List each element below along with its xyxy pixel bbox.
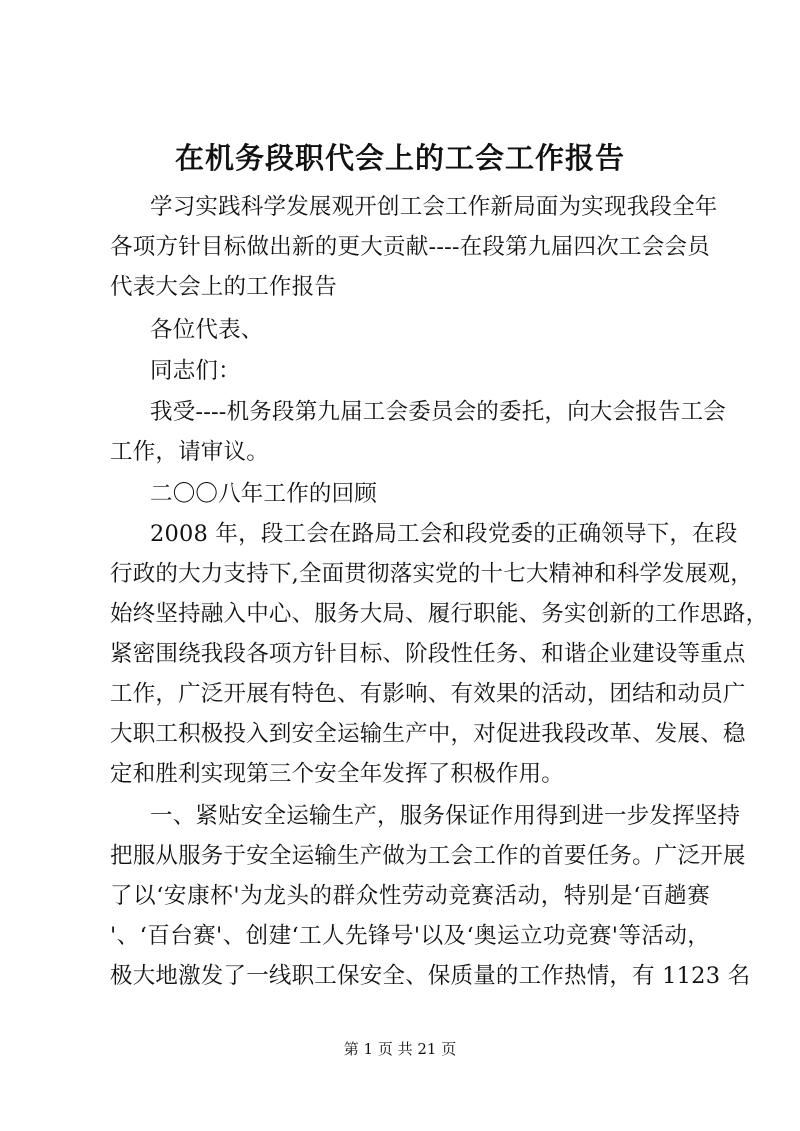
paragraph-line: 2008 年，段工会在路局工会和段党委的正确领导下，在段 (150, 521, 738, 547)
paragraph-line: 行政的大力支持下,全面贯彻落实党的十七大精神和科学发展观， (110, 561, 753, 587)
paragraph-line: 工作，请审议。 (110, 439, 269, 465)
paragraph-line: 大职工积极投入到安全运输生产中，对促进我段改革、发展、稳 (110, 721, 746, 747)
paragraph-line: 工作，广泛开展有特色、有影响、有效果的活动，团结和动员广 (110, 681, 746, 707)
paragraph-line: 我受----机务段第九届工会委员会的委托，向大会报告工会 (150, 399, 727, 425)
paragraph-line: 极大地激发了一线职工保安全、保质量的工作热情，有 1123 名 (110, 963, 751, 989)
document-title: 在机务段职代会上的工会工作报告 (174, 141, 625, 175)
heading-line-2: 各项方针目标做出新的更大贡献----在段第九届四次工会会员 (110, 234, 710, 260)
paragraph-line: 了以‘安康杯'为龙头的群众性劳动竞赛活动，特别是‘百趟赛 (110, 883, 710, 909)
heading-line-1: 学习实践科学发展观开创工会工作新局面为实现我段全年 (150, 194, 718, 220)
paragraph-line: 定和胜利实现第三个安全年发挥了积极作用。 (110, 761, 565, 787)
salutation-line-2: 同志们： (150, 358, 241, 384)
heading-line-3: 代表大会上的工作报告 (110, 274, 338, 300)
paragraph-line: 一、紧贴安全运输生产，服务保证作用得到进一步发挥坚持 (150, 803, 741, 829)
page-number-footer: 第 1 页 共 21 页 (343, 1040, 457, 1058)
paragraph-line: '、‘百台赛'、创建‘工人先锋号'以及‘奥运立功竞赛'等活动， (110, 923, 710, 949)
section-heading: 二〇〇八年工作的回顾 (150, 481, 378, 507)
paragraph-line: 始终坚持融入中心、服务大局、履行职能、务实创新的工作思路， (110, 601, 769, 627)
paragraph-line: 把服从服务于安全运输生产做为工会工作的首要任务。广泛开展 (110, 843, 746, 869)
salutation-line-1: 各位代表、 (150, 317, 264, 343)
paragraph-line: 紧密围绕我段各项方针目标、阶段性任务、和谐企业建设等重点 (110, 641, 746, 667)
